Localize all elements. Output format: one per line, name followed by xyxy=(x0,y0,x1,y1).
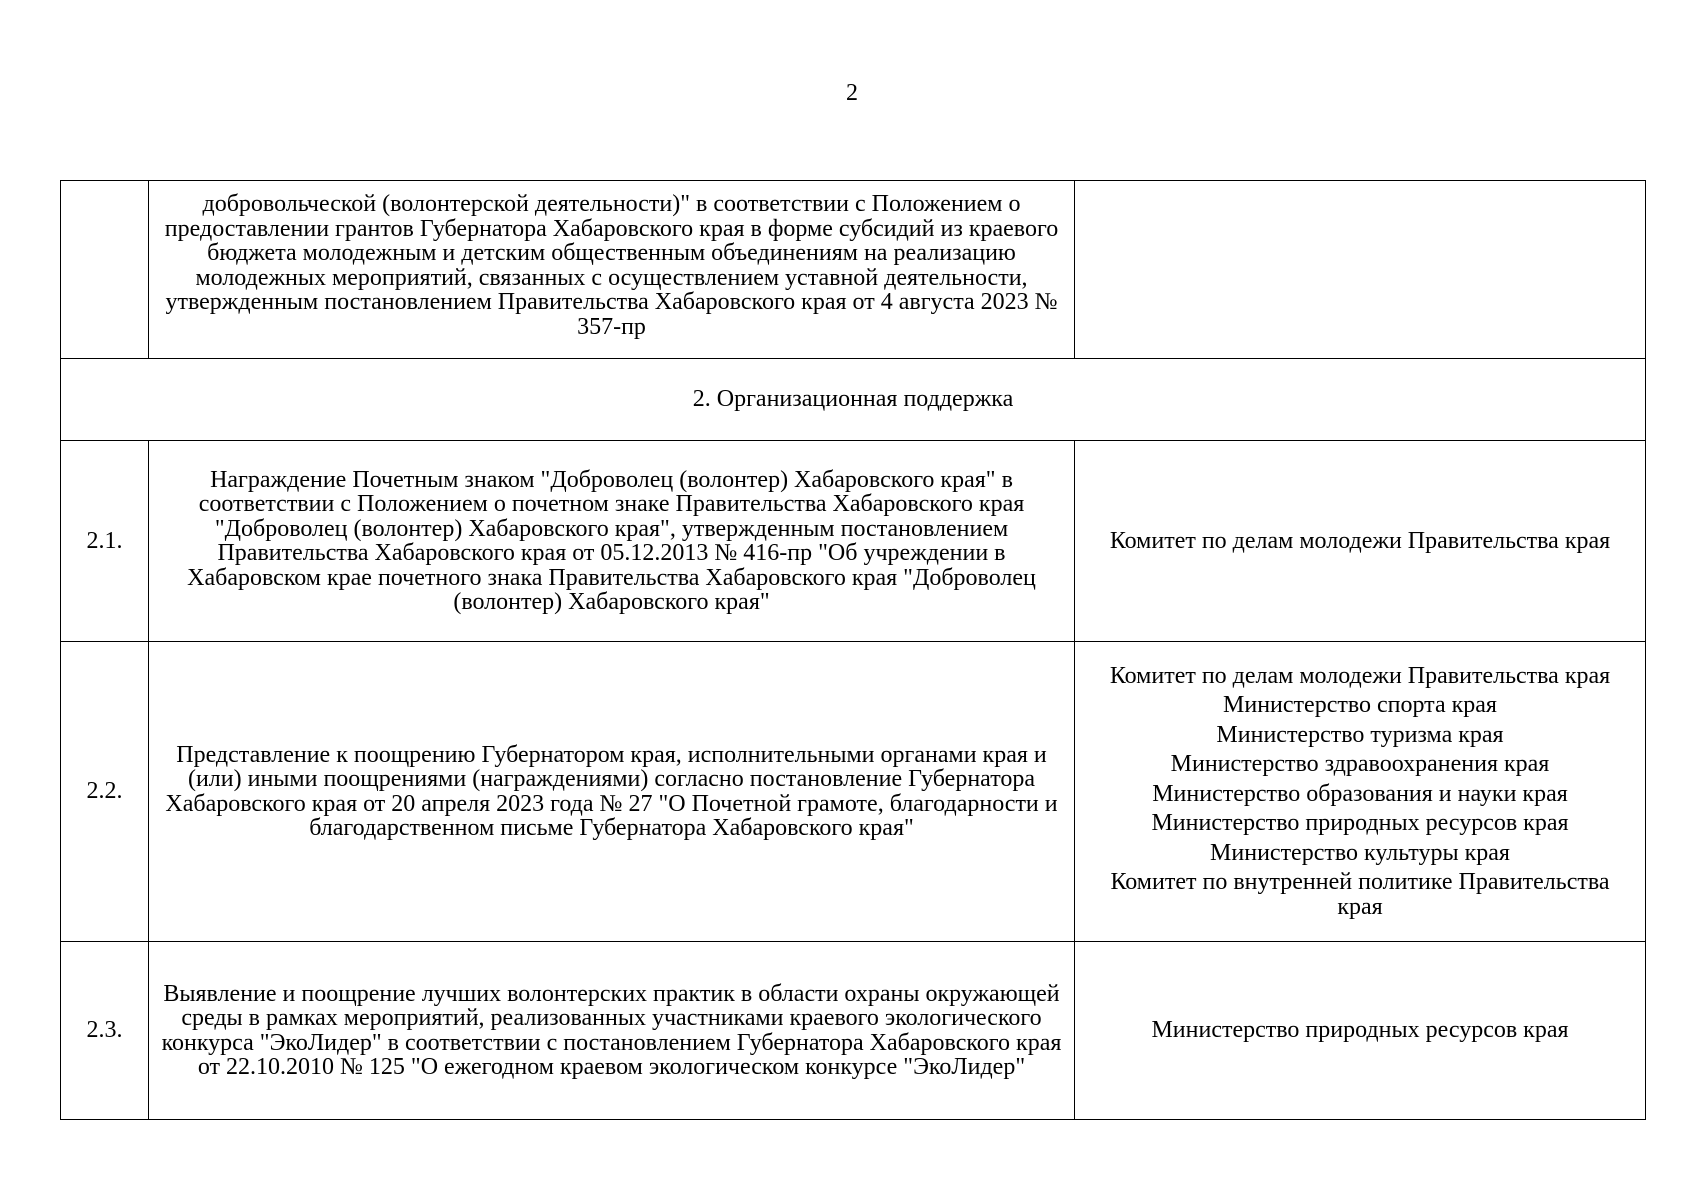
page-number: 2 xyxy=(846,80,858,106)
responsible-body: Министерство здравоохранения края xyxy=(1170,751,1550,778)
measure-text: Выявление и поощрение лучших волонтерских практик в области охраны окружающей среды в рамках мероприятий, реализованных участниками краевого экологического конкурса "ЭкоЛидер" в соответствии с постановлением Губернатора Хабаровского края от 22.10.2010 № 125 "О ежегодном краевом экологическом конкурсе "ЭкоЛидер" xyxy=(149,942,1075,1120)
responsible-body: Комитет по внутренней политике Правительства края xyxy=(1110,869,1610,920)
measure-text-cell xyxy=(149,181,1075,359)
row-number: 2.3. xyxy=(61,942,149,1120)
row-number: 2.2. xyxy=(61,642,149,942)
measures-table xyxy=(60,180,1646,1120)
measure-text: Награждение Почетным знаком "Доброволец (волонтер) Хабаровского края" в соответствии с Положением о почетном знаке Правительства Хабаровского края "Доброволец (волонтер) Хабаровского края", утвержденным постановлением Правительства Хабаровского края от 05.12.2013 № 416-пр "Об учреждении в Хабаровском крае почетного знака Правительства Хабаровского края "Доброволец (волонтер) Хабаровского края" xyxy=(149,441,1075,642)
table-row-continuation xyxy=(61,181,1646,359)
row-number: 2.1. xyxy=(61,441,149,642)
responsible-body: Министерство природных ресурсов края xyxy=(1151,810,1569,837)
responsible-body: Министерство образования и науки края xyxy=(1152,780,1568,807)
responsible-body: Министерство спорта края xyxy=(1223,692,1497,719)
row-number-cell xyxy=(61,181,149,359)
table-row xyxy=(61,942,1646,1120)
responsible-body: Комитет по делам молодежи Правительства края xyxy=(1109,527,1611,554)
section-title: 2. Организационная поддержка xyxy=(61,359,1646,441)
responsible-cell xyxy=(1075,441,1646,642)
responsible-body: Министерство туризма края xyxy=(1216,721,1504,748)
responsible-body: Министерство культуры края xyxy=(1210,839,1510,866)
responsible-cell xyxy=(1075,942,1646,1120)
responsible-body: Комитет по делам молодежи Правительства края xyxy=(1109,662,1611,689)
table-row xyxy=(61,441,1646,642)
responsible-cell xyxy=(1075,642,1646,942)
section-header-row xyxy=(61,359,1646,441)
measure-text: добровольческой (волонтерской деятельности)" в соответствии с Положением о предоставлении грантов Губернатора Хабаровского края в форме субсидий из краевого бюджета молодежным и детским общественным объединениям на реализацию молодежных мероприятий, связанных с осуществлением уставной деятельности, утвержденным постановлением Правительства Хабаровского края от 4 августа 2023 № 357-пр xyxy=(164,191,1059,340)
responsible-body: Министерство природных ресурсов края xyxy=(1151,1017,1569,1044)
responsible-cell xyxy=(1075,181,1646,359)
measure-text: Представление к поощрению Губернатором края, исполнительными органами края и (или) иными поощрениями (награждениями) согласно постановление Губернатора Хабаровского края от 20 апреля 2023 года № 27 "О Почетной грамоте, благодарности и благодарственном письме Губернатора Хабаровского края" xyxy=(149,642,1075,942)
table-row xyxy=(61,642,1646,942)
